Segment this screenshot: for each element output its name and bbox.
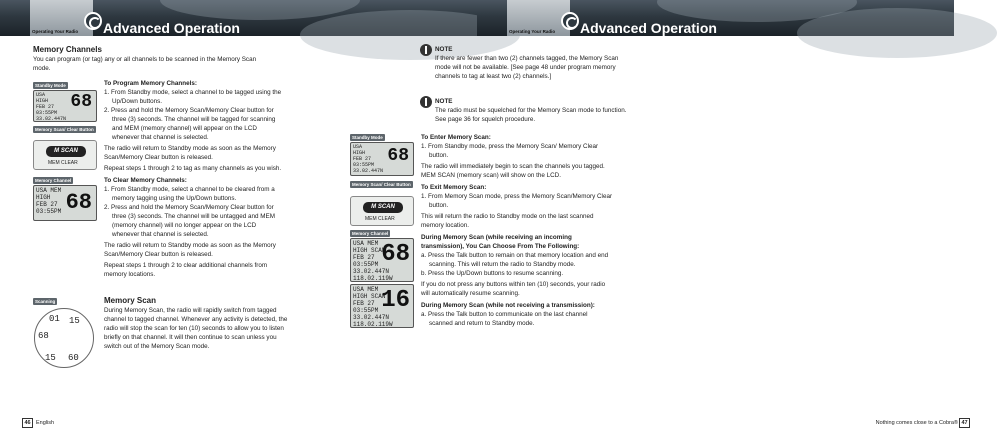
footer-slogan: Nothing comes close to a Cobra® [875, 420, 958, 426]
lcd-scan-1: USA MEM HIGH SCAN FEB 27 03:55PM 33.02.447N 118.02.119W 68 [350, 238, 414, 282]
note-icon [420, 44, 432, 56]
label-standby: Standby Mode [35, 83, 66, 88]
clear-step: 2. Press and hold the Memory Scan/Memory Clear button for three (3) seconds. The channel will be untagged and MEM (memory channel) will no longer appear on the LCD whenever that channel is selected. [104, 204, 275, 238]
label-scanning: Scanning [35, 299, 56, 304]
page-number: 46 [22, 418, 33, 428]
memory-scan-section: Memory Scan During Memory Scan, the radio will rapidly switch from tagged channel to tagged channel. Whenever any activity is detected, the radio will stop the scan for ten (10) seconds to allow you to listen briefly on that channel. It will then continue to scan unless you switch out of the Memory Scan mode. [104, 296, 288, 350]
label-memory-channel: Memory Channel [35, 178, 72, 183]
clear-step: 1. From Standby mode, select a channel to be cleared from a memory tagging using the Up/Down buttons. [104, 186, 275, 202]
memscan-button-illustration: M SCAN MEM CLEAR [350, 196, 414, 226]
lcd-standby: USA HIGH FEB 27 03:55PM 33.02.447N 68 [33, 90, 97, 122]
label-memscan-button: Memory Scan/ Clear Button [35, 127, 94, 132]
label-memory-channel: Memory Channel [352, 231, 389, 236]
cobra-logo-icon [561, 12, 579, 30]
note-2: NOTE The radio must be squelched for the Memory Scan mode to function. See page 36 for squelch procedure. [435, 98, 627, 123]
note-icon [420, 96, 432, 108]
memscan-button[interactable]: M SCAN [46, 146, 86, 157]
page-title: Advanced Operation [580, 20, 717, 36]
lcd-standby: USA HIGH FEB 27 03:55PM 33.02.447N 68 [350, 142, 414, 176]
cobra-logo-icon [84, 12, 102, 30]
memscan-button[interactable]: M SCAN [363, 202, 403, 213]
section-title: Memory Channels [33, 45, 102, 54]
lcd-scan-2: USA MEM HIGH SCAN FEB 27 03:55PM 33.02.447N 118.02.119W 16 [350, 284, 414, 328]
memscan-button-illustration: M SCAN MEM CLEAR [33, 140, 97, 170]
label-memscan-button: Memory Scan/ Clear Button [352, 182, 411, 187]
program-step: 1. From Standby mode, select a channel to be tagged using the Up/Down buttons. [104, 89, 282, 105]
page-title: Advanced Operation [103, 20, 240, 36]
lcd-memory-channel: USA MEM HIGH FEB 27 03:55PM 68 [33, 185, 97, 221]
section-tab: Operating Your Radio [507, 0, 570, 36]
intro-text: You can program (or tag) any or all channels to be scanned in the Memory Scan mode. [33, 56, 257, 72]
label-standby: Standby Mode [352, 135, 383, 140]
footer-language: English [36, 420, 55, 426]
program-memory-section: To Program Memory Channels: 1. From Standby mode, select a channel to be tagged using the Up/Down buttons. 2. Press and hold the Memory Scan/Memory Clear button for three (3) seconds. The channel will be tagged for scanning and MEM (memory channel) will appear on the LCD whenever that channel is selected. The radio will return to Standby mode as soon as the Memory Scan/Memory Clear button is released. Repeat steps 1 through 2 to tag as many channels as you wish. To Clear Memory Channels: 1. From Standby mode, select a channel to be cleared from a memory tagging using the Up/Down buttons. 2. Press and hold the Memory Scan/Memory Clear button for three (3) seconds. The channel will be untagged and MEM (memory channel) will no longer appear on the LCD whenever that channel is selected. The radio will return to Standby mode as soon as the Memory Scan/Memory Clear button is released. Repeat steps 1 through 2 to clear additional channels from memory locations. [104, 79, 284, 279]
memory-channels-intro [33, 45, 268, 73]
note-1: NOTE If there are fewer than two (2) channels tagged, the Memory Scan mode will not be available. [See page 48 under program memory channels to tag at least two (2) channels.] [435, 46, 619, 80]
memory-scan-instructions: To Enter Memory Scan: 1. From Standby mode, press the Memory Scan/ Memory Clear button. The radio will immediately begin to scan the channels you tagged. MEM SCAN (memory scan) will show on the LCD. To Exit Memory Scan: 1. From Memory Scan mode, press the Memory Scan/Memory Clear button. This will return the radio to Standby mode on the last scanned memory location. During Memory Scan (while receiving an incoming transmission), You Can Choose From The Following: a. Press the Talk button to remain on that memory location and end scanning. This will return the radio to Standby mode. b. Press the Up/Down buttons to resume scanning. If you do not press any buttons within ten (10) seconds, your radio will automatically resume scanning. During Memory Scan (while not receiving a transmission): a. Press the Talk button to communicate on the last channel scanned and return to Standby mode. [421, 134, 613, 327]
right-page-main-content [352, 0, 968, 446]
scanning-diagram: 01 15 68 15 60 [34, 308, 94, 368]
page-number: 47 [959, 418, 970, 428]
header-banner [0, 0, 477, 36]
section-tab: Operating Your Radio [30, 0, 93, 36]
program-step: 2. Press and hold the Memory Scan/Memory Clear button for three (3) seconds. The channel will be tagged for scanning and MEM (memory channel) will appear on the LCD whenever that channel is selected. [104, 107, 276, 141]
